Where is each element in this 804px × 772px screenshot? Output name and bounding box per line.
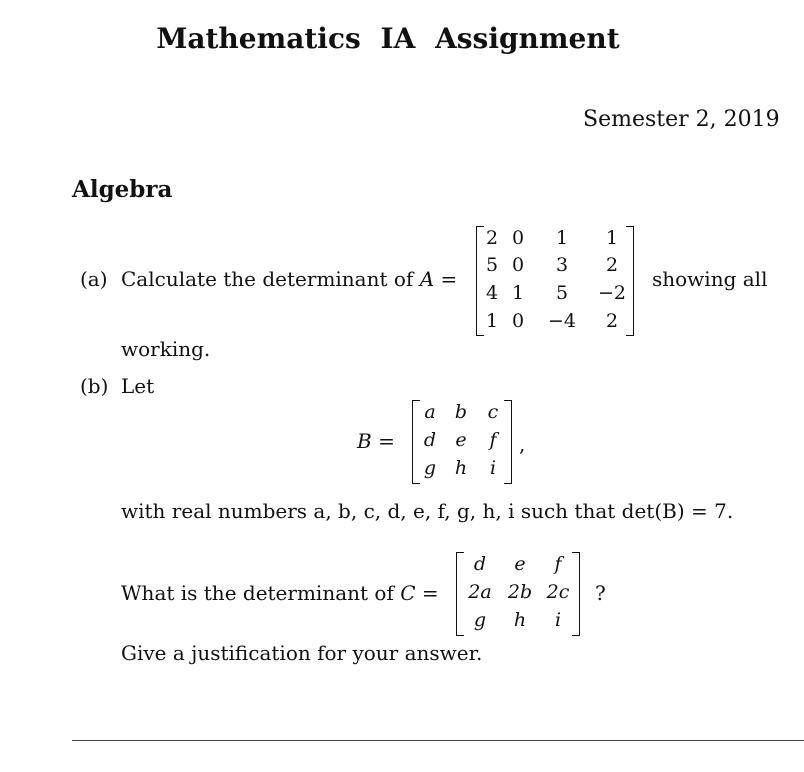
matrix-c-cell: h [513, 609, 527, 631]
matrix-b-cell: a [424, 401, 436, 423]
matrix-c-cell: g [473, 609, 487, 631]
matrix-c-cell: d [473, 553, 487, 575]
matrix-b-cell: b [454, 401, 468, 423]
matrix-c-cell: i [554, 609, 562, 631]
matrix-a-cell: 2 [605, 254, 619, 276]
justification-text: Give a justification for your answer. [121, 641, 483, 665]
matrix-a-cell: 5 [555, 282, 569, 304]
question-mark: ? [595, 581, 606, 605]
equals-sign: = [440, 267, 458, 291]
matrix-a [476, 226, 634, 336]
matrix-b-variable: B [357, 429, 372, 453]
part-a-label: (a) [80, 267, 108, 291]
matrix-a-cell: 1 [511, 282, 525, 304]
equals-sign: = [378, 429, 395, 453]
matrix-a-cell: 2 [485, 227, 499, 249]
part-b-question [121, 581, 439, 605]
part-a-continuation: working. [121, 337, 211, 361]
matrix-b-cell: g [423, 457, 437, 479]
matrix-c-variable: C [400, 581, 416, 605]
matrix-c-cell: 2c [546, 581, 570, 603]
equals-sign: = [421, 581, 439, 605]
semester-label: Semester 2, 2019 [583, 107, 780, 132]
matrix-b-cell: h [454, 457, 468, 479]
matrix-a-cell: 0 [511, 254, 525, 276]
matrix-a-cell: −2 [597, 282, 626, 304]
matrix-b-cell: d [423, 429, 437, 451]
matrix-a-cell: 3 [555, 254, 569, 276]
matrix-c-cell: f [554, 553, 562, 575]
matrix-a-cell: −4 [547, 310, 576, 332]
part-a-text-after: showing all [652, 267, 768, 291]
matrix-b-equation [357, 429, 395, 453]
part-b-with-text: with real numbers a, b, c, d, e, f, g, h, i such that det(B) = 7. [121, 499, 734, 523]
matrix-a-cell: 1 [555, 227, 569, 249]
matrix-a-cell: 4 [485, 282, 499, 304]
matrix-b-cell: c [487, 401, 499, 423]
matrix-b-cell: e [455, 429, 467, 451]
matrix-b-comma: , [519, 432, 526, 456]
part-a-text [121, 267, 457, 291]
matrix-a-cell: 2 [605, 310, 619, 332]
part-a-text-before: Calculate the determinant of [121, 267, 414, 291]
matrix-c-cell: e [514, 553, 526, 575]
matrix-c-cell: 2a [468, 581, 492, 603]
matrix-b-cell: f [489, 429, 497, 451]
section-heading: Algebra [72, 176, 173, 203]
matrix-a-cell: 1 [605, 227, 619, 249]
part-b-label: (b) [80, 374, 109, 398]
matrix-c [456, 552, 580, 636]
matrix-b [412, 400, 512, 484]
matrix-c-cell: 2b [507, 581, 533, 603]
part-b-let: Let [121, 374, 155, 398]
matrix-b-cell: i [489, 457, 497, 479]
question-text-before: What is the determinant of [121, 581, 394, 605]
page-title: Mathematics IA Assignment [156, 22, 620, 55]
bottom-divider [72, 740, 804, 741]
matrix-a-variable: A [419, 267, 435, 291]
matrix-a-cell: 1 [485, 310, 499, 332]
matrix-a-cell: 5 [485, 254, 499, 276]
matrix-a-cell: 0 [511, 310, 525, 332]
matrix-a-cell: 0 [511, 227, 525, 249]
